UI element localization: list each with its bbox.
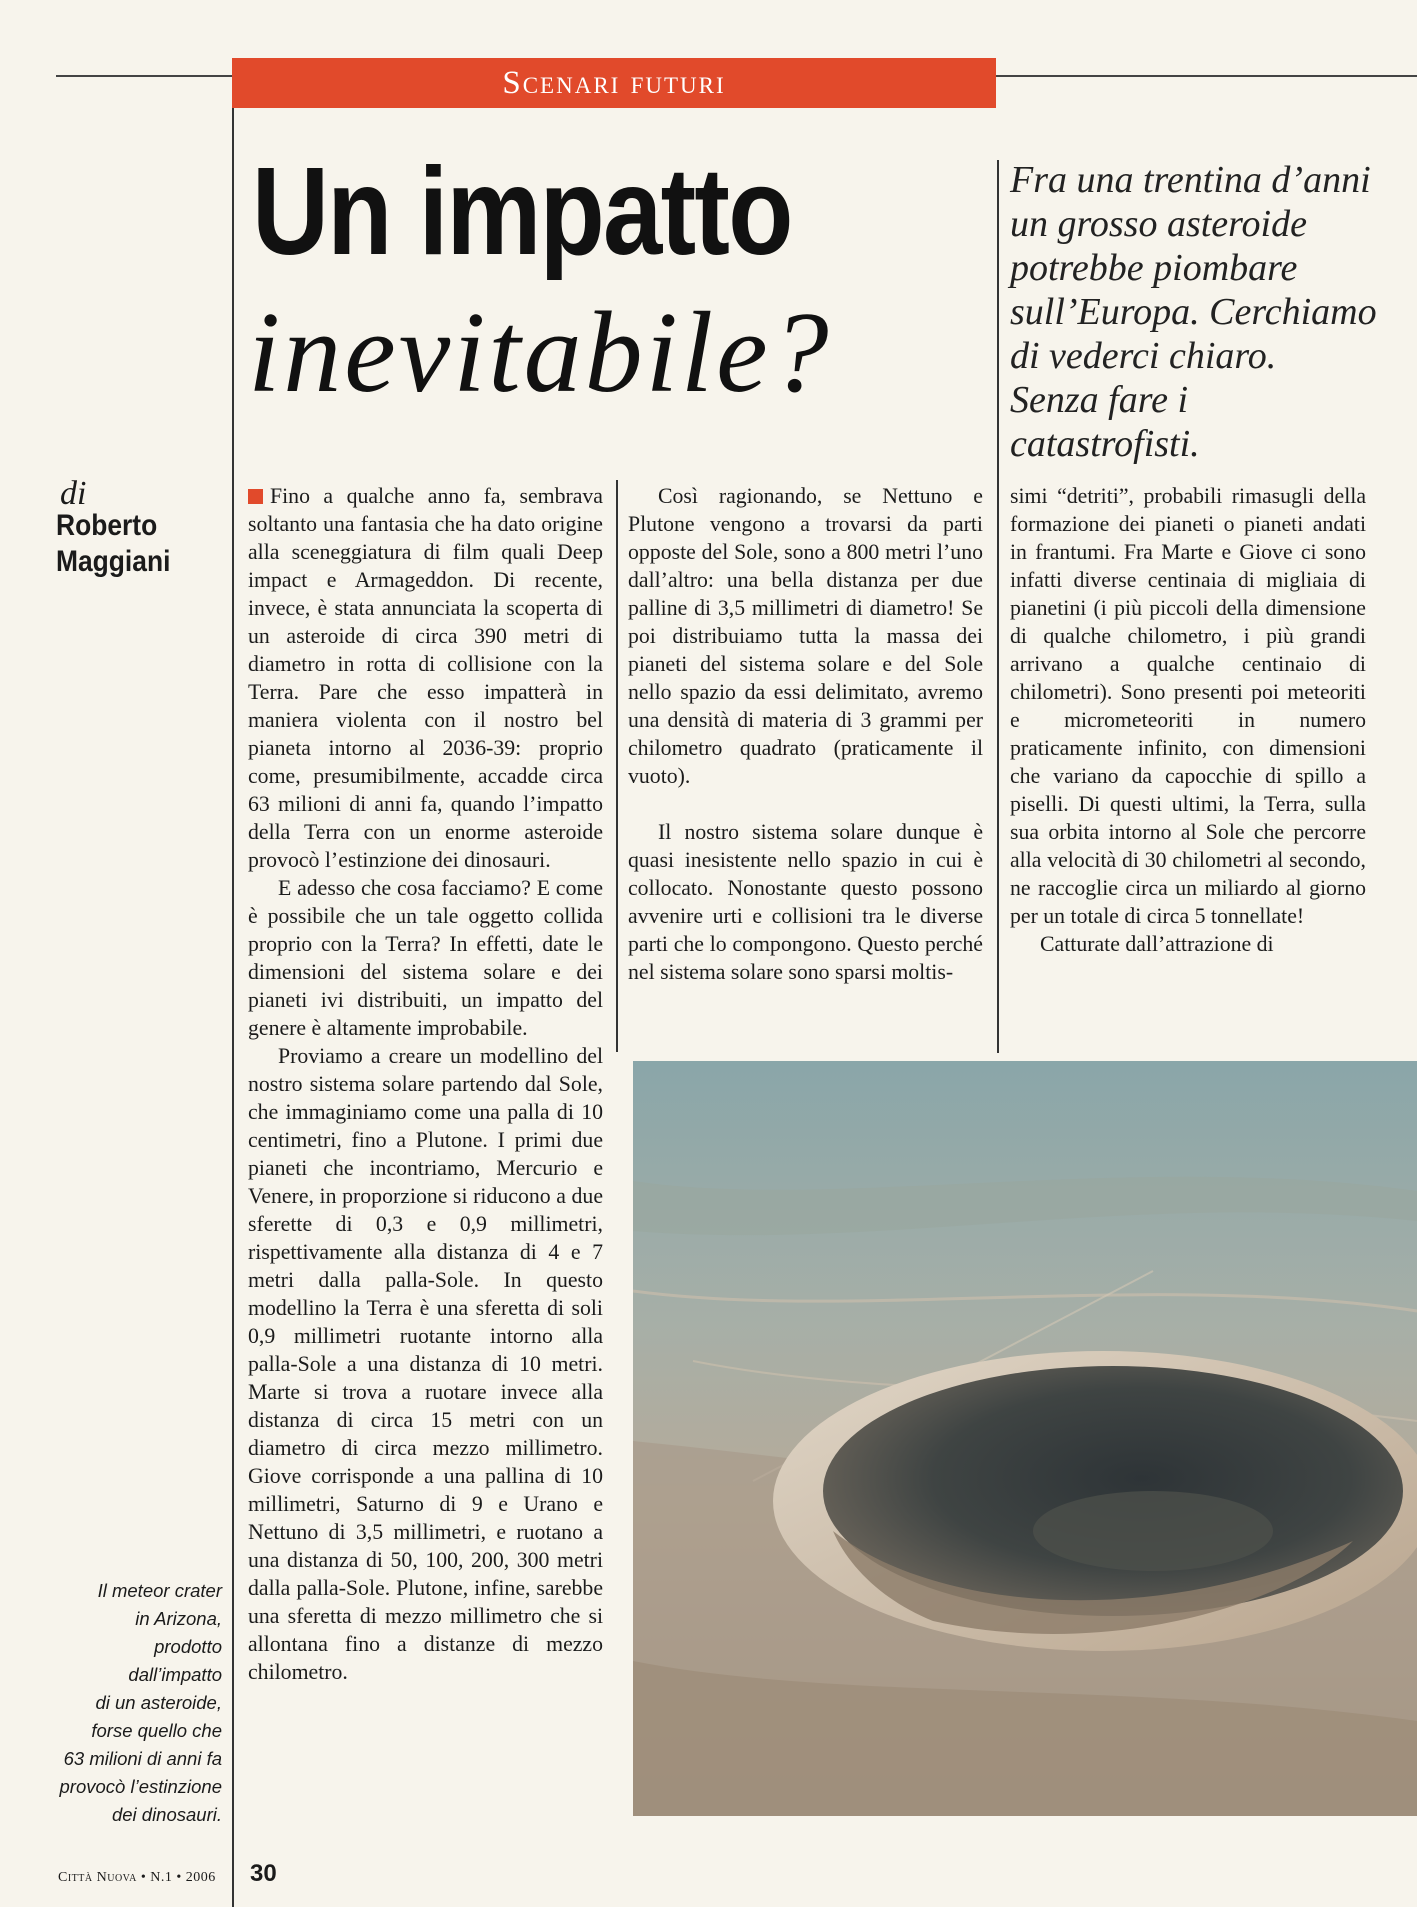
caption-line: Il meteor crater <box>97 1580 222 1601</box>
byline-author <box>56 508 188 580</box>
author-last-name: Maggiani <box>56 545 171 578</box>
paragraph: Proviamo a creare un modellino del nostro sistema solare partendo dal Sole, che immaginiamo come una palla di 10 centimetri, fino a Plutone. I primi due pianeti che incontriamo, Mercurio e Venere, in proporzione si riducono a due sferette di 0,3 e 0,9 millimetri, rispettivamente alla distanza di 4 e 7 metri dalla palla-Sole. In questo modellino la Terra è una sferetta di soli 0,9 millimetri ruotante intorno alla palla-Sole a una distanza di 10 metri. Marte si trova a ruotare invece alla distanza di circa 15 metri con un diametro di circa mezzo millimetro. Giove corrisponde a una pallina di 10 millimetri, Saturno di 9 e Urano e Nettuno di 3,5 millimetri, e ruotano a una distanza di 50, 100, 200, 300 metri dalla palla-Sole. Plutone, infine, sarebbe una sferetta di mezzo millimetro che si allontana fino a distanze di mezzo chilometro. <box>248 1044 603 1684</box>
caption-line: in Arizona, <box>135 1608 222 1629</box>
standfirst-line: di vederci chiaro. <box>1010 335 1277 377</box>
caption-line: forse quello che <box>91 1720 222 1741</box>
photo-caption <box>30 1577 222 1829</box>
column-rule-middle <box>616 480 618 1052</box>
paragraph: E adesso che cosa facciamo? E come è possibile che un tale oggetto collida proprio con la Terra? In effetti, date le dimensioni del sistema solare e dei pianeti ivi distribuiti, un impatto del genere è altamente improbabile. <box>248 876 603 1040</box>
footer-masthead: Città Nuova • N.1 • 2006 <box>58 1870 216 1885</box>
crater-photo <box>633 1061 1417 1816</box>
paragraph-text: Fino a qualche anno fa, sembrava soltanto una fantasia che ha dato origine alla sceneggiatura di film quali Deep impact e Armageddon. Di recente, invece, è stata annunciata la scoperta di un asteroide di circa 390 metri di diametro in rotta di collisione con la Terra. Pare che esso impatterà in maniera violenta con il nostro bel pianeta intorno al 2036-39: proprio come, presumibilmente, accadde circa 63 milioni di anni fa, quando l’impatto della Terra con un enorme asteroide provocò l’estinzione dei dinosauri. <box>248 484 603 872</box>
header-rule-right <box>996 75 1417 77</box>
standfirst <box>1010 158 1380 466</box>
caption-line: provocò l’estinzione <box>59 1776 222 1797</box>
standfirst-line: Fra una trentina d’anni <box>1010 159 1371 201</box>
standfirst-line: sull’Europa. Cerchiamo <box>1010 291 1377 333</box>
byline-prefix: di <box>60 475 87 512</box>
paragraph: Il nostro sistema solare dunque è quasi inesistente nello spazio in cui è collocato. Nonostante questo possono avvenire urti e collisioni tra le diverse parti che lo compongono. Questo perché nel sistema solare sono sparsi moltis- <box>628 820 983 984</box>
column-rule-right <box>997 160 999 1053</box>
paragraph <box>248 482 603 874</box>
paragraph: Così ragionando, se Nettuno e Plutone vengono a trovarsi da parti opposte del Sole, sono a 800 metri l’uno dall’altro: una bella distanza per due palline di 3,5 millimetri di diametro! Se poi distribuiamo tutta la massa dei pianeti del sistema solare e del Sole nello spazio da essi delimitato, avremo una densità di materia di 3 grammi per chilometro quadrato (praticamente il vuoto). <box>628 484 983 788</box>
standfirst-line: potrebbe piombare <box>1010 247 1298 289</box>
standfirst-line: Senza fare i catastrofisti. <box>1010 379 1200 465</box>
section-banner: Scenari futuri <box>232 58 996 108</box>
caption-line: di un asteroide, <box>95 1692 222 1713</box>
standfirst-line: un grosso asteroide <box>1010 203 1307 245</box>
crater-photo-image <box>633 1061 1417 1816</box>
headline-line1: Un impatto <box>252 143 792 281</box>
caption-line: 63 milioni di anni fa <box>63 1748 222 1769</box>
article-column-1 <box>248 482 603 1686</box>
caption-line: dall’impatto <box>128 1664 222 1685</box>
page-number: 30 <box>250 1860 277 1887</box>
article-column-2 <box>628 482 983 986</box>
article-column-3 <box>1010 482 1366 958</box>
caption-line: dei dinosauri. <box>111 1804 222 1825</box>
drop-square-icon <box>248 489 263 504</box>
caption-line: prodotto <box>154 1636 222 1657</box>
headline-line2: inevitabile? <box>248 289 832 417</box>
paragraph: Catturate dall’attrazione di <box>1040 932 1274 956</box>
column-rule-left <box>232 108 234 1907</box>
author-first-name: Roberto <box>56 509 158 542</box>
header-rule-left <box>56 75 232 77</box>
paragraph: simi “detriti”, probabili rimasugli della formazione dei pianeti o pianeti andati in frantumi. Fra Marte e Giove ci sono infatti diverse centinaia di migliaia di pianetini (i più piccoli della dimensione di qualche chilometro, i più grandi arrivano a qualche centinaio di chilometri). Sono presenti poi meteoriti e micrometeoriti in numero praticamente infinito, con dimensioni che variano da capocchie di spillo a piselli. Di questi ultimi, la Terra, sulla sua orbita intorno al Sole che percorre alla velocità di 30 chilometri al secondo, ne raccoglie circa un miliardo al giorno per un totale di circa 5 tonnellate! <box>1010 484 1366 928</box>
